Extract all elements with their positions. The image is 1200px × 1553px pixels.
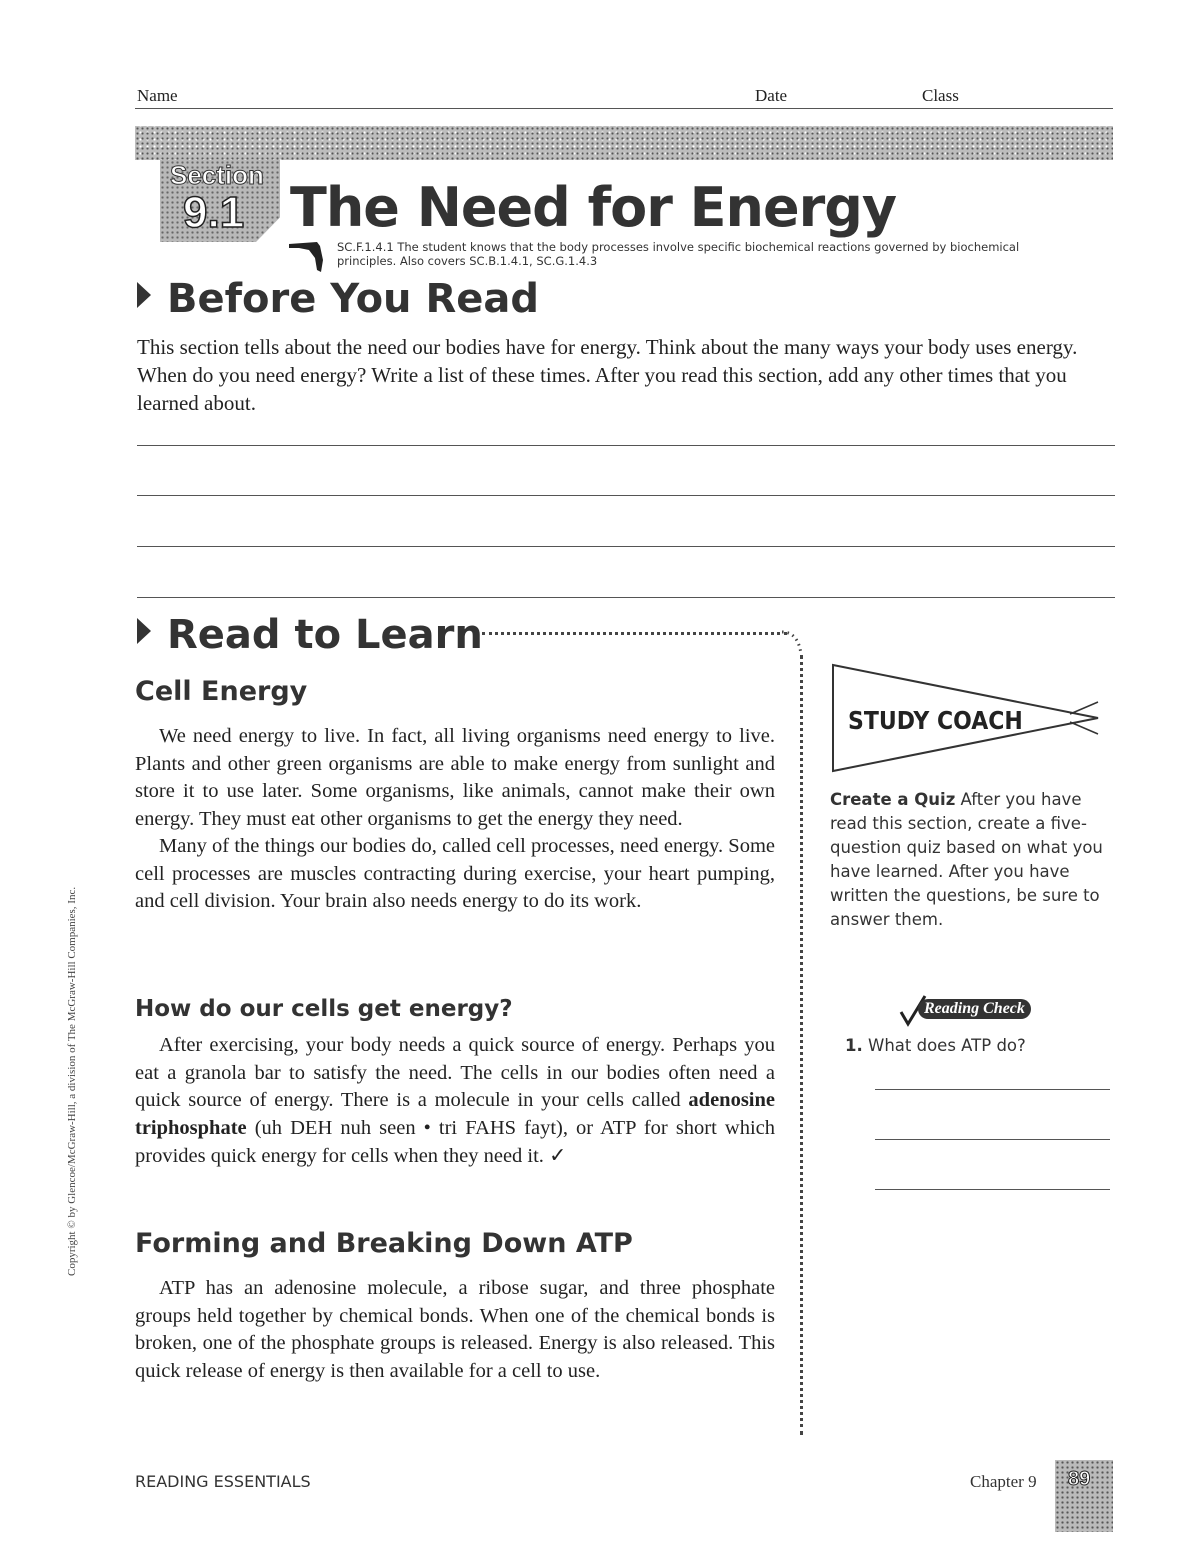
dotted-corner — [780, 628, 810, 658]
footer-reading-essentials: READING ESSENTIALS — [135, 1472, 311, 1491]
header-rule — [135, 108, 1113, 109]
florida-state-icon — [287, 240, 333, 274]
how-cells-body — [135, 1032, 775, 1171]
page-number: 89 — [1068, 1468, 1091, 1490]
forming-atp-paragraph: ATP has an adenosine molecule, a ribose sugar, and three phosphate groups held together by chemical bonds. When one of the chemical bonds is broken, one of the phosphate groups is released. Energy is also released. This quick release of energy is then available for a cell to use. — [135, 1277, 775, 1382]
before-you-read-text: This section tells about the need our bodies have for energy. Think about the many ways your body uses energy. When do you need energy? Write a list of these times. After you read this section, add any other times that you learned about. — [137, 335, 1078, 415]
how-cells-heading: How do our cells get energy? — [135, 996, 513, 1022]
study-coach-banner-text: STUDY COACH — [848, 706, 1023, 735]
standards-line-2: principles. Also covers SC.B.1.4.1, SC.G.1.4.3 — [337, 254, 598, 268]
section-label: Section — [170, 160, 264, 190]
answer-line-4[interactable] — [137, 597, 1115, 598]
footer-chapter: Chapter 9 — [970, 1472, 1037, 1491]
atp-term: adenosine triphosphate — [135, 1089, 775, 1139]
name-label: Name — [137, 86, 178, 105]
study-coach-bold: Create a Quiz — [830, 790, 956, 809]
answer-line-2[interactable] — [137, 495, 1115, 496]
reading-check-question — [845, 1036, 1026, 1055]
section-banner — [135, 126, 1113, 160]
study-coach-body: After you have read this section, create a five-question quiz based on what you have learned. After you have written the questions, be sure to answer them. — [830, 790, 1103, 929]
how-cells-text-a: After exercising, your body needs a quick source of energy. Perhaps you eat a granola bar to satisfy the need. The cells in our bodies often need a quick source of energy. There is a molecule in your cells called — [135, 1034, 775, 1111]
standards-text — [337, 240, 1107, 268]
read-to-learn-heading — [137, 612, 483, 658]
forming-atp-heading: Forming and Breaking Down ATP — [135, 1228, 633, 1259]
reading-check-answer-line-2[interactable] — [875, 1139, 1110, 1140]
dotted-divider-horizontal — [482, 632, 787, 635]
read-to-learn-heading-text: Read to Learn — [167, 612, 483, 658]
section-number: 9.1 — [183, 188, 245, 237]
cell-energy-paragraph-1: We need energy to live. In fact, all living organisms need energy to live. Plants and other green organisms are able to make energy from sunlight and store it to use later. Some organisms, like animals, cannot make their own energy. They must eat other organisms to get the energy they need. — [135, 725, 775, 830]
standards-line-1: SC.F.1.4.1 The student knows that the body processes involve specific biochemical reactions governed by biochemical — [337, 240, 1020, 254]
before-you-read-heading — [137, 276, 539, 322]
question-number: 1. — [845, 1036, 863, 1055]
answer-line-3[interactable] — [137, 546, 1115, 547]
cell-energy-heading: Cell Energy — [135, 676, 308, 707]
reading-check-answer-line-1[interactable] — [875, 1089, 1110, 1090]
date-label: Date — [755, 86, 788, 105]
how-cells-text-b: (uh DEH nuh seen • tri FAHS fayt), or ATP for short which provides quick energy for cells when they need it. — [135, 1116, 775, 1167]
triangle-bullet-icon — [137, 282, 151, 308]
answer-line-1[interactable] — [137, 445, 1115, 446]
class-label: Class — [922, 86, 959, 105]
forming-atp-body — [135, 1275, 775, 1385]
question-text: What does ATP do? — [868, 1036, 1026, 1055]
study-coach-text — [830, 788, 1120, 932]
triangle-bullet-icon — [137, 618, 151, 644]
reading-check-label: Reading Check — [918, 999, 1031, 1019]
cell-energy-body — [135, 723, 775, 916]
cell-energy-paragraph-2: Many of the things our bodies do, called cell processes, need energy. Some cell processes are muscles contracting during exercise, your heart pumping, and cell division. Your brain also needs energy to do its work. — [135, 835, 775, 912]
reading-check-mark-icon: ✓ — [549, 1143, 567, 1167]
how-cells-paragraph — [135, 1032, 775, 1171]
before-you-read-heading-text: Before You Read — [167, 276, 540, 322]
copyright-notice: Copyright © by Glencoe/McGraw-Hill, a division of The McGraw-Hill Companies, Inc. — [66, 886, 78, 1276]
dotted-divider-vertical — [800, 655, 803, 1435]
page-title: The Need for Energy — [290, 176, 897, 239]
reading-check-answer-line-3[interactable] — [875, 1189, 1110, 1190]
